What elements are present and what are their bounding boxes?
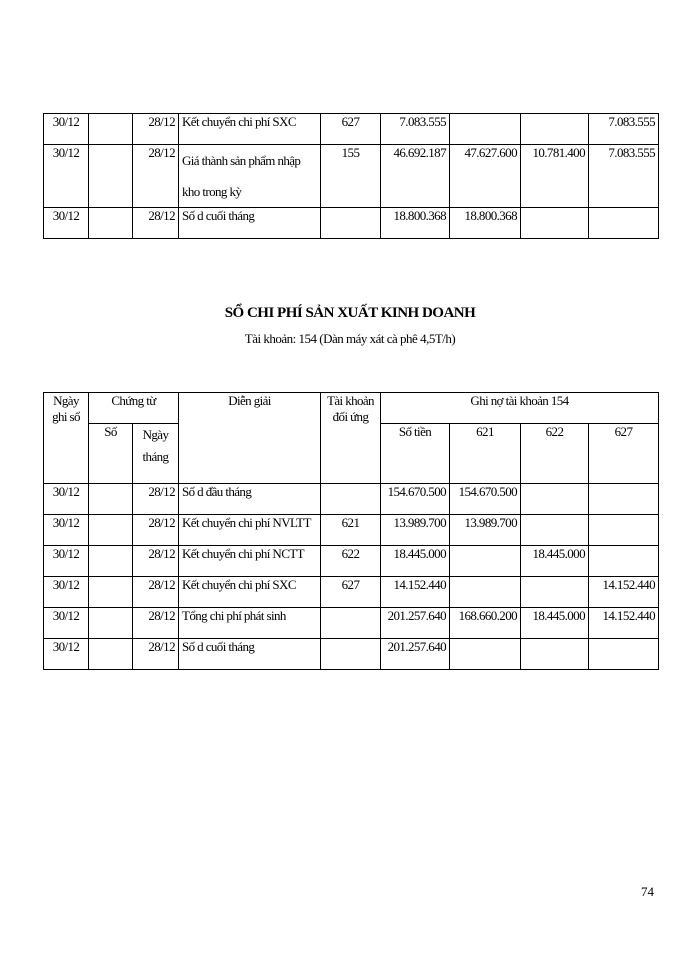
cell-621 bbox=[450, 114, 521, 145]
cell-so bbox=[89, 546, 133, 577]
cell-627 bbox=[589, 484, 659, 515]
table-row bbox=[44, 114, 659, 145]
header-chung-tu: Chứng từ bbox=[89, 393, 179, 424]
cell-dien-giai: Kết chuyển chi phí NCTT bbox=[179, 546, 321, 577]
header-so: Số bbox=[89, 424, 133, 484]
cell-tk-doi-ung: 622 bbox=[321, 546, 381, 577]
header-627: 627 bbox=[589, 424, 659, 484]
dien-giai-line-2: kho trong kỳ bbox=[182, 184, 242, 199]
cell-tk-doi-ung bbox=[321, 608, 381, 639]
cell-ngay-ghi-so: 30/12 bbox=[44, 515, 89, 546]
cell-so bbox=[89, 577, 133, 608]
cell-ngay-ghi-so: 30/12 bbox=[44, 114, 89, 145]
dien-giai-line-1: Giá thành sản phẩm nhập bbox=[182, 153, 301, 168]
cell-dien-giai bbox=[179, 145, 321, 208]
cell-dien-giai: Kết chuyển chi phí SXC bbox=[179, 577, 321, 608]
cell-622 bbox=[521, 639, 589, 670]
cell-dien-giai: Số d đầu tháng bbox=[179, 484, 321, 515]
cell-dien-giai: Số d cuối tháng bbox=[179, 208, 321, 239]
cell-ngay-ghi-so: 30/12 bbox=[44, 639, 89, 670]
cell-dien-giai: Số d cuối tháng bbox=[179, 639, 321, 670]
cell-627 bbox=[589, 515, 659, 546]
cell-ngay-thang: 28/12 bbox=[133, 114, 179, 145]
cell-622 bbox=[521, 515, 589, 546]
table-row bbox=[44, 577, 659, 608]
table-row bbox=[44, 145, 659, 208]
cell-ngay-thang: 28/12 bbox=[133, 484, 179, 515]
section-title: SỔ CHI PHÍ SẢN XUẤT KINH DOANH bbox=[224, 305, 476, 321]
cell-627 bbox=[589, 546, 659, 577]
cell-so-tien: 14.152.440 bbox=[381, 577, 450, 608]
table-row bbox=[44, 639, 659, 670]
cell-622 bbox=[521, 208, 589, 239]
cell-so bbox=[89, 484, 133, 515]
cell-so-tien: 154.670.500 bbox=[381, 484, 450, 515]
cell-so bbox=[89, 208, 133, 239]
cell-621: 13.989.700 bbox=[450, 515, 521, 546]
cell-ngay-ghi-so: 30/12 bbox=[44, 208, 89, 239]
header-621: 621 bbox=[450, 424, 521, 484]
header-ngay-thang: Ngày tháng bbox=[133, 424, 179, 484]
header-ngay-ghi-so: Ngày ghi sổ bbox=[44, 393, 89, 484]
cell-621: 47.627.600 bbox=[450, 145, 521, 208]
table-row bbox=[44, 546, 659, 577]
cell-tk-doi-ung bbox=[321, 208, 381, 239]
cell-622 bbox=[521, 114, 589, 145]
cell-tk-doi-ung: 155 bbox=[321, 145, 381, 208]
cell-so-tien: 201.257.640 bbox=[381, 608, 450, 639]
cell-so bbox=[89, 639, 133, 670]
table-row bbox=[44, 484, 659, 515]
header-row-1 bbox=[44, 393, 659, 424]
cell-tk-doi-ung: 621 bbox=[321, 515, 381, 546]
cell-so bbox=[89, 608, 133, 639]
cell-622: 10.781.400 bbox=[521, 145, 589, 208]
cell-so-tien: 18.445.000 bbox=[381, 546, 450, 577]
cell-621: 168.660.200 bbox=[450, 608, 521, 639]
cell-ngay-thang: 28/12 bbox=[133, 577, 179, 608]
cell-621: 154.670.500 bbox=[450, 484, 521, 515]
cell-627 bbox=[589, 208, 659, 239]
cell-so-tien: 46.692.187 bbox=[381, 145, 450, 208]
cell-dien-giai: Kết chuyển chi phí NVLTT bbox=[179, 515, 321, 546]
cell-622 bbox=[521, 484, 589, 515]
cell-dien-giai: Kết chuyển chi phí SXC bbox=[179, 114, 321, 145]
cell-ngay-ghi-so: 30/12 bbox=[44, 608, 89, 639]
ledger-table-154 bbox=[43, 392, 659, 670]
cell-ngay-thang: 28/12 bbox=[133, 608, 179, 639]
cell-so-tien: 13.989.700 bbox=[381, 515, 450, 546]
ledger-table-continued bbox=[43, 113, 659, 239]
cell-so bbox=[89, 515, 133, 546]
cell-tk-doi-ung bbox=[321, 639, 381, 670]
cell-627: 14.152.440 bbox=[589, 577, 659, 608]
header-dien-giai: Diễn giải bbox=[179, 393, 321, 484]
cell-621 bbox=[450, 546, 521, 577]
cell-tk-doi-ung bbox=[321, 484, 381, 515]
cell-so bbox=[89, 145, 133, 208]
cell-622 bbox=[521, 577, 589, 608]
cell-ngay-thang: 28/12 bbox=[133, 145, 179, 208]
page-number: 74 bbox=[641, 884, 654, 899]
cell-tk-doi-ung: 627 bbox=[321, 577, 381, 608]
table-row bbox=[44, 608, 659, 639]
cell-ngay-thang: 28/12 bbox=[133, 208, 179, 239]
table-row bbox=[44, 515, 659, 546]
cell-dien-giai: Tổng chi phí phát sinh bbox=[179, 608, 321, 639]
cell-621: 18.800.368 bbox=[450, 208, 521, 239]
cell-627 bbox=[589, 639, 659, 670]
cell-627: 7.083.555 bbox=[589, 114, 659, 145]
cell-ngay-thang: 28/12 bbox=[133, 546, 179, 577]
table-row bbox=[44, 208, 659, 239]
cell-627: 7.083.555 bbox=[589, 145, 659, 208]
cell-627: 14.152.440 bbox=[589, 608, 659, 639]
cell-622: 18.445.000 bbox=[521, 546, 589, 577]
cell-ngay-thang: 28/12 bbox=[133, 639, 179, 670]
section-subtitle: Tài khoản: 154 (Dàn máy xát cà phê 4,5T/h) bbox=[244, 331, 456, 346]
cell-622: 18.445.000 bbox=[521, 608, 589, 639]
header-so-tien: Số tiền bbox=[381, 424, 450, 484]
cell-ngay-thang: 28/12 bbox=[133, 515, 179, 546]
cell-621 bbox=[450, 577, 521, 608]
cell-so bbox=[89, 114, 133, 145]
cell-so-tien: 18.800.368 bbox=[381, 208, 450, 239]
header-622: 622 bbox=[521, 424, 589, 484]
cell-ngay-ghi-so: 30/12 bbox=[44, 546, 89, 577]
cell-so-tien: 7.083.555 bbox=[381, 114, 450, 145]
cell-ngay-ghi-so: 30/12 bbox=[44, 145, 89, 208]
header-ghi-no: Ghi nợ tài khoản 154 bbox=[381, 393, 659, 424]
cell-621 bbox=[450, 639, 521, 670]
cell-ngay-ghi-so: 30/12 bbox=[44, 484, 89, 515]
cell-ngay-ghi-so: 30/12 bbox=[44, 577, 89, 608]
cell-so-tien: 201.257.640 bbox=[381, 639, 450, 670]
header-tk-doi-ung: Tài khoản đối ứng bbox=[321, 393, 381, 484]
cell-tk-doi-ung: 627 bbox=[321, 114, 381, 145]
